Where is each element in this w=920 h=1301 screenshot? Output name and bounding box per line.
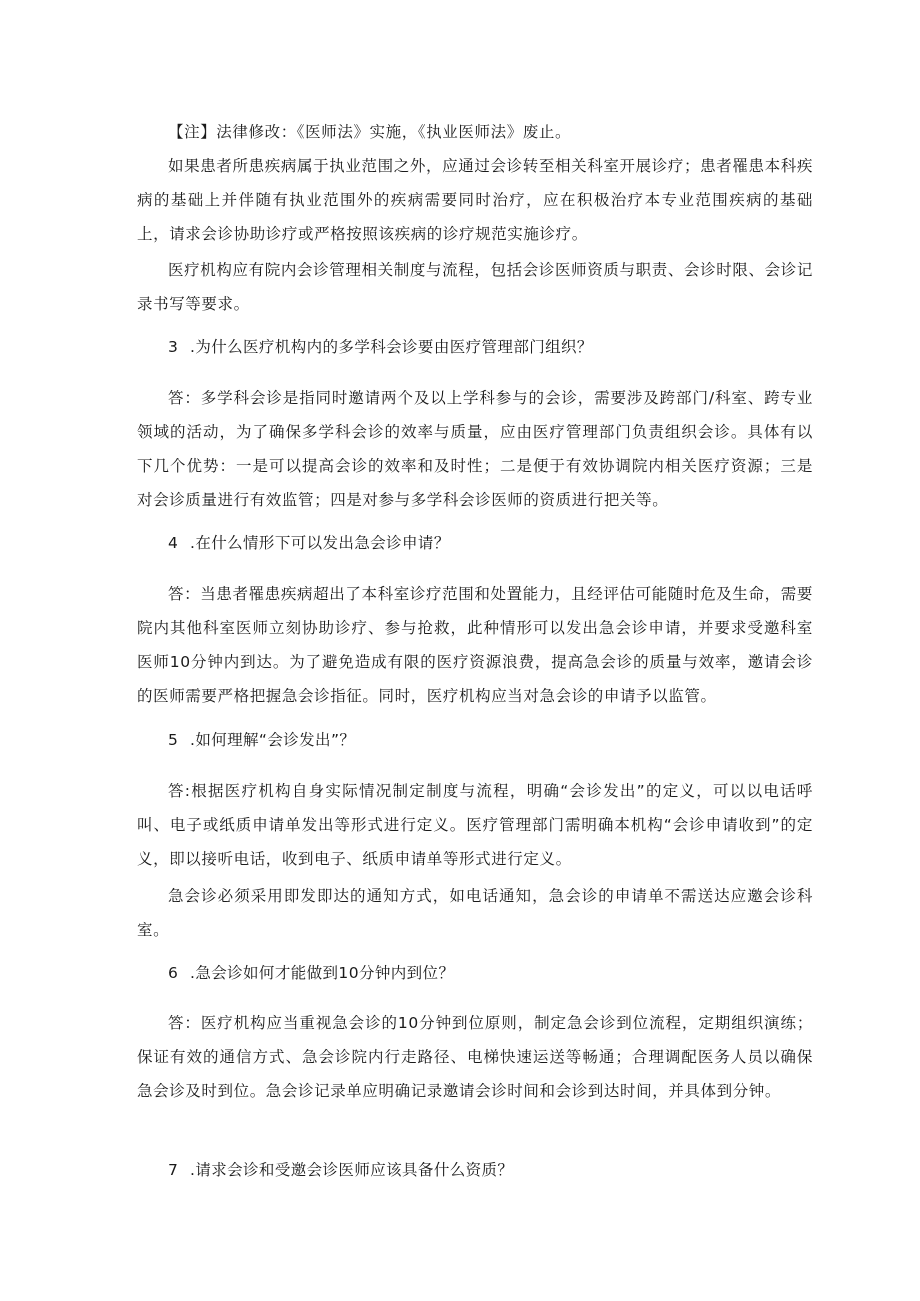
answer-3: 答：多学科会诊是指同时邀请两个及以上学科参与的会诊，需要涉及跨部门/科室、跨专业领域的活动，为了确保多学科会诊的效率与质量，应由医疗管理部门负责组织会诊。具体有以下几个优势：一是可以提高会诊的效率和及时性；二是便于有效协调院内相关医疗资源；三是对会诊质量进行有效监管；四是对参与多学科会诊医师的资质进行把关等。 <box>137 389 813 509</box>
question-3-number: 3 <box>168 338 179 356</box>
question-4 <box>168 526 808 560</box>
note-paragraph: 【注】法律修改：《医师法》实施，《执业医师法》废止。 <box>168 123 572 141</box>
question-3 <box>168 330 808 364</box>
question-7-number: 7 <box>168 1161 179 1179</box>
answer-5-continued: 急会诊必须采用即发即达的通知方式，如电话通知，急会诊的申请单不需送达应邀会诊科室。 <box>137 887 813 939</box>
question-4-number: 4 <box>168 534 179 552</box>
question-3-text: .为什么医疗机构内的多学科会诊要由医疗管理部门组织？ <box>190 338 593 356</box>
institution-paragraph: 医疗机构应有院内会诊管理相关制度与流程，包括会诊医师资质与职责、会诊时限、会诊记录书写等要求。 <box>137 261 813 313</box>
question-4-text: .在什么情形下可以发出急会诊申请？ <box>190 534 450 552</box>
question-5 <box>168 723 808 757</box>
answer-4: 答：当患者罹患疾病超出了本科室诊疗范围和处置能力，且经评估可能随时危及生命，需要院内其他科室医师立刻协助诊疗、参与抢救，此种情形可以发出急会诊申请，并要求受邀科室医师10分钟内到达。为了避免造成有限的医疗资源浪费，提高急会诊的质量与效率，邀请会诊的医师需要严格把握急会诊指征。同时，医疗机构应当对急会诊的申请予以监管。 <box>137 585 813 705</box>
question-6 <box>168 956 808 990</box>
question-6-number: 6 <box>168 964 179 982</box>
question-6-text: .急会诊如何才能做到10分钟内到位？ <box>190 964 455 982</box>
scope-paragraph: 如果患者所患疾病属于执业范围之外，应通过会诊转至相关科室开展诊疗；患者罹患本科疾病的基础上并伴随有执业范围外的疾病需要同时治疗，应在积极治疗本专业范围疾病的基础上，请求会诊协助诊疗或严格按照该疾病的诊疗规范实施诊疗。 <box>137 157 813 243</box>
answer-6: 答：医疗机构应当重视急会诊的10分钟到位原则，制定急会诊到位流程，定期组织演练；保证有效的通信方式、急会诊院内行走路径、电梯快速运送等畅通；合理调配医务人员以确保急会诊及时到位。急会诊记录单应明确记录邀请会诊时间和会诊到达时间，并具体到分钟。 <box>137 1014 813 1100</box>
question-5-number: 5 <box>168 731 179 749</box>
question-7-text: .请求会诊和受邀会诊医师应该具备什么资质？ <box>190 1161 514 1179</box>
answer-5: 答:根据医疗机构自身实际情况制定制度与流程，明确“会诊发出”的定义，可以以电话呼叫、电子或纸质申请单发出等形式进行定义。医疗管理部门需明确本机构“会诊申请收到”的定义，即以接听电话，收到电子、纸质申请单等形式进行定义。 <box>137 782 813 868</box>
question-5-text: .如何理解“会诊发出”？ <box>190 731 356 749</box>
question-7 <box>168 1153 808 1187</box>
